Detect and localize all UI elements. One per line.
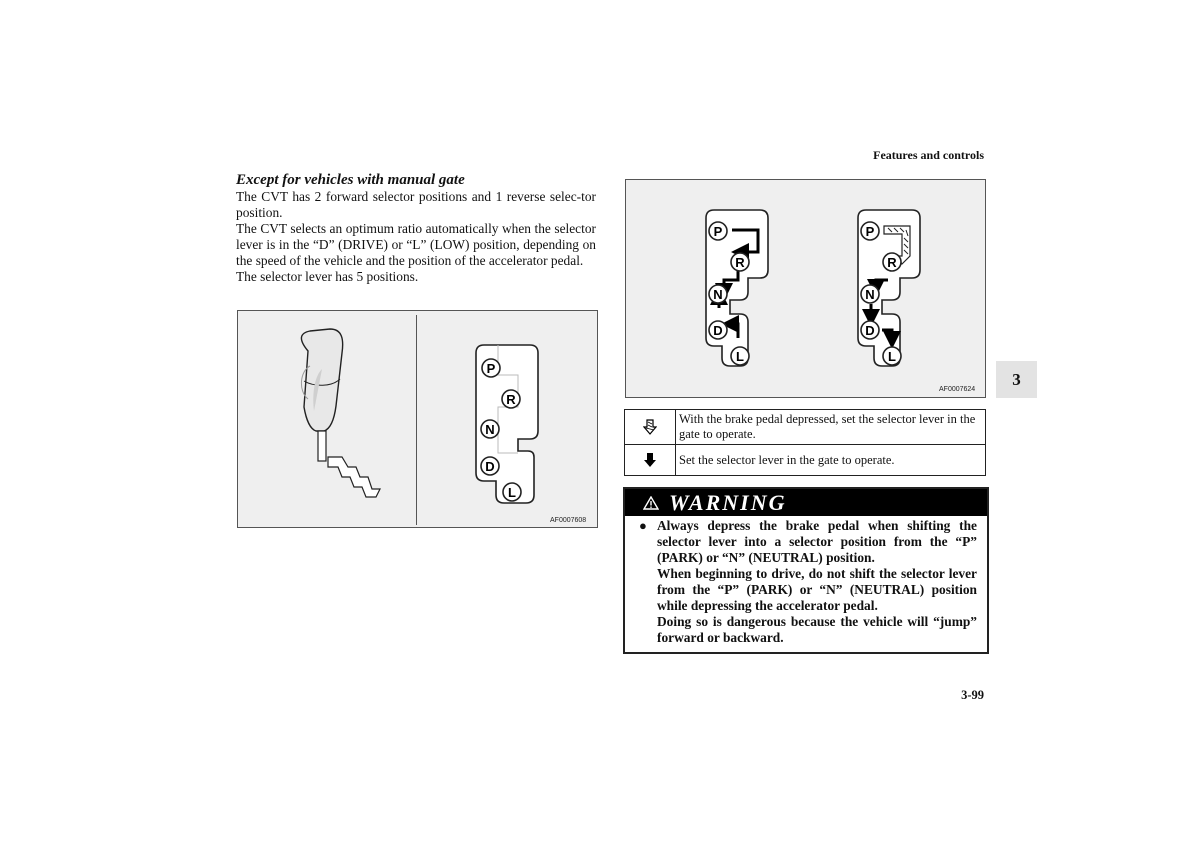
- svg-text:R: R: [735, 255, 745, 270]
- position-r: [502, 390, 520, 408]
- figure-shift-pattern: [625, 179, 986, 398]
- svg-text:L: L: [888, 349, 896, 364]
- right-position-n: [861, 285, 879, 303]
- position-n: [481, 420, 499, 438]
- svg-text:N: N: [865, 287, 875, 302]
- paragraph-3: The selector lever has 5 positions.: [236, 269, 419, 284]
- svg-text:D: D: [713, 323, 723, 338]
- svg-text:N: N: [485, 422, 495, 437]
- solid-arrow-icon: [625, 445, 676, 475]
- right-position-l: [883, 347, 901, 365]
- left-position-n: [709, 285, 727, 303]
- warning-title: WARNING: [669, 489, 787, 515]
- shift-pattern-diagram: [626, 180, 985, 397]
- legend-row-solid: [625, 444, 985, 475]
- left-position-d: [709, 321, 727, 339]
- svg-text:P: P: [713, 224, 723, 239]
- section-header: Features and controls: [873, 148, 984, 162]
- svg-text:P: P: [865, 224, 875, 239]
- figure-selector-lever: [237, 310, 598, 528]
- gate-outline-left: [706, 210, 768, 366]
- warning-line-1: Always depress the brake pedal when shifting the selector lever into a selector position from the “P” (PARK) or “N” (NEUTRAL) position.: [657, 518, 977, 565]
- warning-line-3: Doing so is dangerous because the vehicle will “jump” forward or backward.: [657, 614, 977, 645]
- bullet-icon: ●: [639, 518, 647, 533]
- legend-text-solid: Set the selector lever in the gate to operate.: [679, 452, 895, 467]
- right-position-p: [861, 222, 879, 240]
- warning-text: [657, 518, 977, 646]
- position-l: [503, 483, 521, 501]
- svg-text:R: R: [887, 255, 897, 270]
- position-p: [482, 359, 500, 377]
- left-position-l: [731, 347, 749, 365]
- paragraph-1: The CVT has 2 forward selector positions and 1 reverse selec-tor position.: [236, 189, 596, 220]
- right-position-r: [883, 253, 901, 271]
- left-position-p: [709, 222, 727, 240]
- paragraph-2: The CVT selects an optimum ratio automatically when the selector lever is in the “D” (DRIVE) or “L” (LOW) position, depending on the speed of the vehicle and the position of the accelerator pedal.: [236, 221, 596, 268]
- svg-text:L: L: [508, 485, 516, 500]
- shift-knob-illustration: [238, 311, 416, 525]
- figure-code: AF0007624: [939, 386, 976, 393]
- svg-text:L: L: [736, 349, 744, 364]
- hatched-arrow-icon: [625, 410, 676, 444]
- gate-outline-right: [858, 210, 920, 366]
- right-position-d: [861, 321, 879, 339]
- page-number: 3-99: [961, 688, 984, 702]
- warning-header: [625, 489, 987, 516]
- svg-text:D: D: [865, 323, 875, 338]
- svg-text:R: R: [506, 392, 516, 407]
- svg-text:D: D: [485, 459, 495, 474]
- svg-text:P: P: [486, 361, 496, 376]
- position-d: [481, 457, 499, 475]
- warning-box: [623, 487, 989, 654]
- legend-row-hatched: [625, 410, 985, 444]
- figure-code: AF0007608: [550, 517, 587, 524]
- warning-triangle-icon: [643, 496, 659, 510]
- svg-text:N: N: [713, 287, 723, 302]
- gate-diagram: [418, 311, 596, 525]
- chapter-tab: 3: [996, 361, 1037, 398]
- figure-divider: [416, 315, 417, 525]
- warning-body: [625, 516, 987, 652]
- warning-line-2: When beginning to drive, do not shift the selector lever from the “P” (PARK) or “N” (NEUTRAL) position while depressing the accelerator pedal.: [657, 566, 977, 613]
- legend-text-hatched: With the brake pedal depressed, set the selector lever in the gate to operate.: [679, 412, 976, 441]
- arrow-legend: [624, 409, 986, 476]
- left-column: [236, 172, 596, 285]
- left-position-r: [731, 253, 749, 271]
- section-title: Except for vehicles with manual gate: [236, 172, 465, 188]
